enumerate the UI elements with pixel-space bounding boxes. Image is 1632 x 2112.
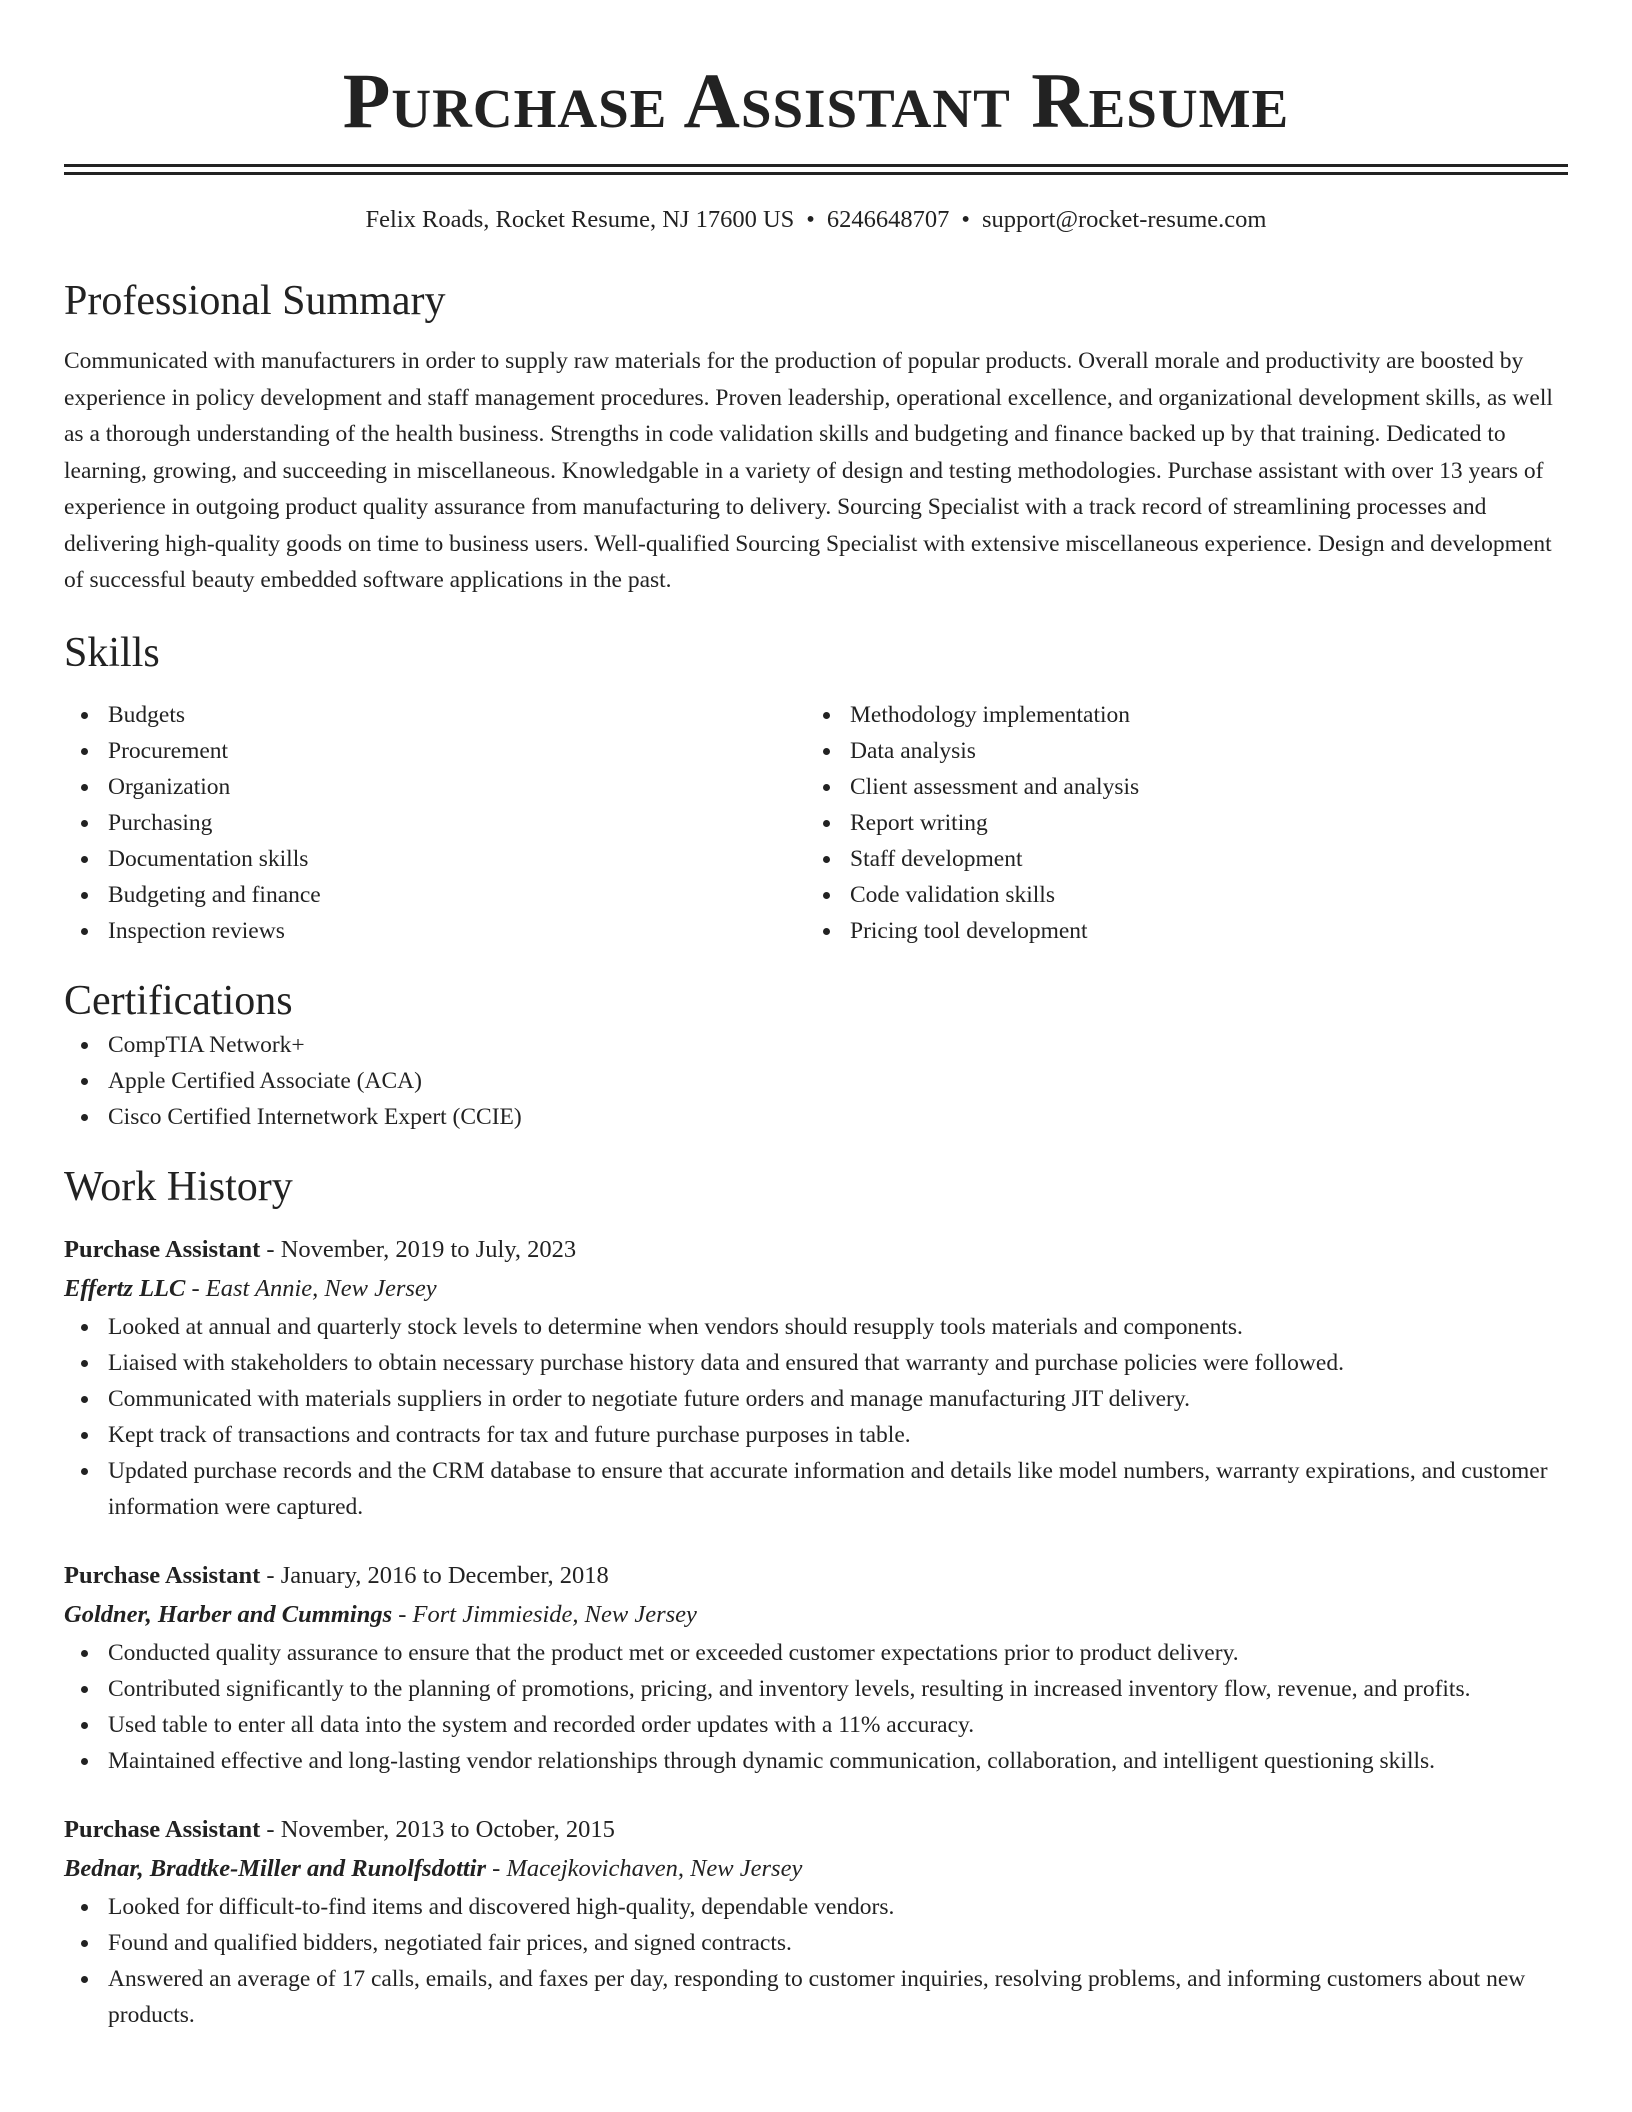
certification-item: CompTIA Network+ — [64, 1027, 1568, 1063]
contact-line — [64, 203, 1568, 237]
title-rule-top — [64, 164, 1568, 167]
skill-item: Client assessment and analysis — [806, 769, 1548, 805]
skills-column-left — [64, 697, 806, 949]
job-company-line: Effertz LLC - East Annie, New Jersey — [64, 1274, 437, 1302]
job-bullets — [64, 1309, 1568, 1525]
job-location: East Annie, New Jersey — [205, 1274, 437, 1302]
skill-item: Budgeting and finance — [64, 877, 806, 913]
certifications-heading: Certifications — [64, 977, 293, 1024]
skill-item: Code validation skills — [806, 877, 1548, 913]
skill-item: Procurement — [64, 733, 806, 769]
certifications-list — [64, 1027, 1568, 1135]
contact-phone: 6246648707 — [826, 206, 950, 233]
job-bullet: Looked at annual and quarterly stock levels to determine when vendors should resupply tools materials and components. — [64, 1309, 1568, 1345]
summary-heading: Professional Summary — [64, 278, 446, 324]
job-entry — [64, 1231, 1568, 1525]
job-bullet: Conducted quality assurance to ensure that the product met or exceeded customer expectations prior to product delivery. — [64, 1635, 1568, 1671]
skill-item: Staff development — [806, 841, 1548, 877]
job-entry — [64, 1557, 1568, 1779]
job-company: Effertz LLC — [64, 1274, 186, 1302]
job-location: Macejkovichaven, New Jersey — [506, 1854, 803, 1882]
skill-item: Pricing tool development — [806, 913, 1548, 949]
skill-item: Purchasing — [64, 805, 806, 841]
job-bullet: Used table to enter all data into the system and recorded order updates with a 11% accuracy. — [64, 1707, 1568, 1743]
skills-list-right — [806, 697, 1548, 949]
job-bullet: Maintained effective and long-lasting vendor relationships through dynamic communication, collaboration, and intelligent questioning skills. — [64, 1743, 1568, 1779]
skills-list-left — [64, 697, 806, 949]
job-company-line: Bednar, Bradtke-Miller and Runolfsdottir - Macejkovichaven, New Jersey — [64, 1854, 803, 1882]
job-bullet: Kept track of transactions and contracts for tax and future purchase purposes in table. — [64, 1417, 1568, 1453]
job-bullet: Updated purchase records and the CRM database to ensure that accurate information and details like model numbers, warranty expirations, and customer information were captured. — [64, 1453, 1568, 1525]
skills-grid — [64, 697, 1568, 949]
skill-item: Budgets — [64, 697, 806, 733]
job-dates: January, 2016 to December, 2018 — [280, 1561, 609, 1589]
certification-item: Apple Certified Associate (ACA) — [64, 1063, 1568, 1099]
skill-item: Report writing — [806, 805, 1548, 841]
title-rule-bottom — [64, 172, 1568, 175]
job-bullet: Liaised with stakeholders to obtain necessary purchase history data and ensured that warranty and purchase policies were followed. — [64, 1345, 1568, 1381]
resume-title: Purchase Assistant Resume — [342, 57, 1290, 144]
job-bullet: Found and qualified bidders, negotiated fair prices, and signed contracts. — [64, 1925, 1568, 1961]
job-bullet: Answered an average of 17 calls, emails, and faxes per day, responding to customer inquiries, resolving problems, and informing customers about new products. — [64, 1961, 1568, 2033]
job-company: Bednar, Bradtke-Miller and Runolfsdottir — [64, 1854, 487, 1882]
skills-heading: Skills — [64, 629, 160, 676]
job-entry — [64, 1811, 1568, 2033]
job-dates: November, 2013 to October, 2015 — [280, 1815, 615, 1843]
job-dates: November, 2019 to July, 2023 — [280, 1235, 577, 1263]
job-company: Goldner, Harber and Cummings — [64, 1600, 393, 1628]
contact-separator: • — [806, 206, 815, 233]
job-title-line: Purchase Assistant - November, 2019 to July, 2023 — [64, 1235, 577, 1263]
job-bullets — [64, 1635, 1568, 1779]
summary-text: Communicated with manufacturers in order to supply raw materials for the production of popular products. Overall morale and productivity are boosted by experience in policy development and staff management procedures. Proven leadership, operational excellence, and organizational development skills, as well as a thorough understanding of the health business. Strengths in code validation skills and budgeting and finance backed up by that training. Dedicated to learning, growing, and succeeding in miscellaneous. Knowledgable in a variety of design and testing methodologies. Purchase assistant with over 13 years of experience in outgoing product quality assurance from manufacturing to delivery. Sourcing Specialist with a track record of streamlining processes and delivering high-quality goods on time to business users. Well-qualified Sourcing Specialist with extensive miscellaneous experience. Design and development of successful beauty embedded software applications in the past. — [64, 348, 1553, 593]
certification-item: Cisco Certified Internetwork Expert (CCIE) — [64, 1099, 1568, 1135]
job-role: Purchase Assistant — [64, 1815, 261, 1843]
job-bullet: Looked for difficult-to-find items and discovered high-quality, dependable vendors. — [64, 1889, 1568, 1925]
job-location: Fort Jimmieside, New Jersey — [412, 1600, 697, 1628]
skill-item: Methodology implementation — [806, 697, 1548, 733]
skills-column-right — [806, 697, 1548, 949]
job-role: Purchase Assistant — [64, 1561, 261, 1589]
skill-item: Inspection reviews — [64, 913, 806, 949]
skill-item: Organization — [64, 769, 806, 805]
job-title-line: Purchase Assistant - January, 2016 to December, 2018 — [64, 1561, 609, 1589]
job-bullets — [64, 1889, 1568, 2033]
job-role: Purchase Assistant — [64, 1235, 261, 1263]
skill-item: Documentation skills — [64, 841, 806, 877]
job-company-line: Goldner, Harber and Cummings - Fort Jimmieside, New Jersey — [64, 1600, 697, 1628]
contact-separator: • — [961, 206, 970, 233]
job-bullet: Contributed significantly to the planning of promotions, pricing, and inventory levels, resulting in increased inventory flow, revenue, and profits. — [64, 1671, 1568, 1707]
work-history-heading: Work History — [64, 1163, 293, 1210]
contact-email: support@rocket-resume.com — [981, 206, 1267, 233]
skill-item: Data analysis — [806, 733, 1548, 769]
contact-address: Felix Roads, Rocket Resume, NJ 17600 US — [365, 206, 795, 233]
job-bullet: Communicated with materials suppliers in order to negotiate future orders and manage manufacturing JIT delivery. — [64, 1381, 1568, 1417]
job-title-line: Purchase Assistant - November, 2013 to October, 2015 — [64, 1815, 615, 1843]
